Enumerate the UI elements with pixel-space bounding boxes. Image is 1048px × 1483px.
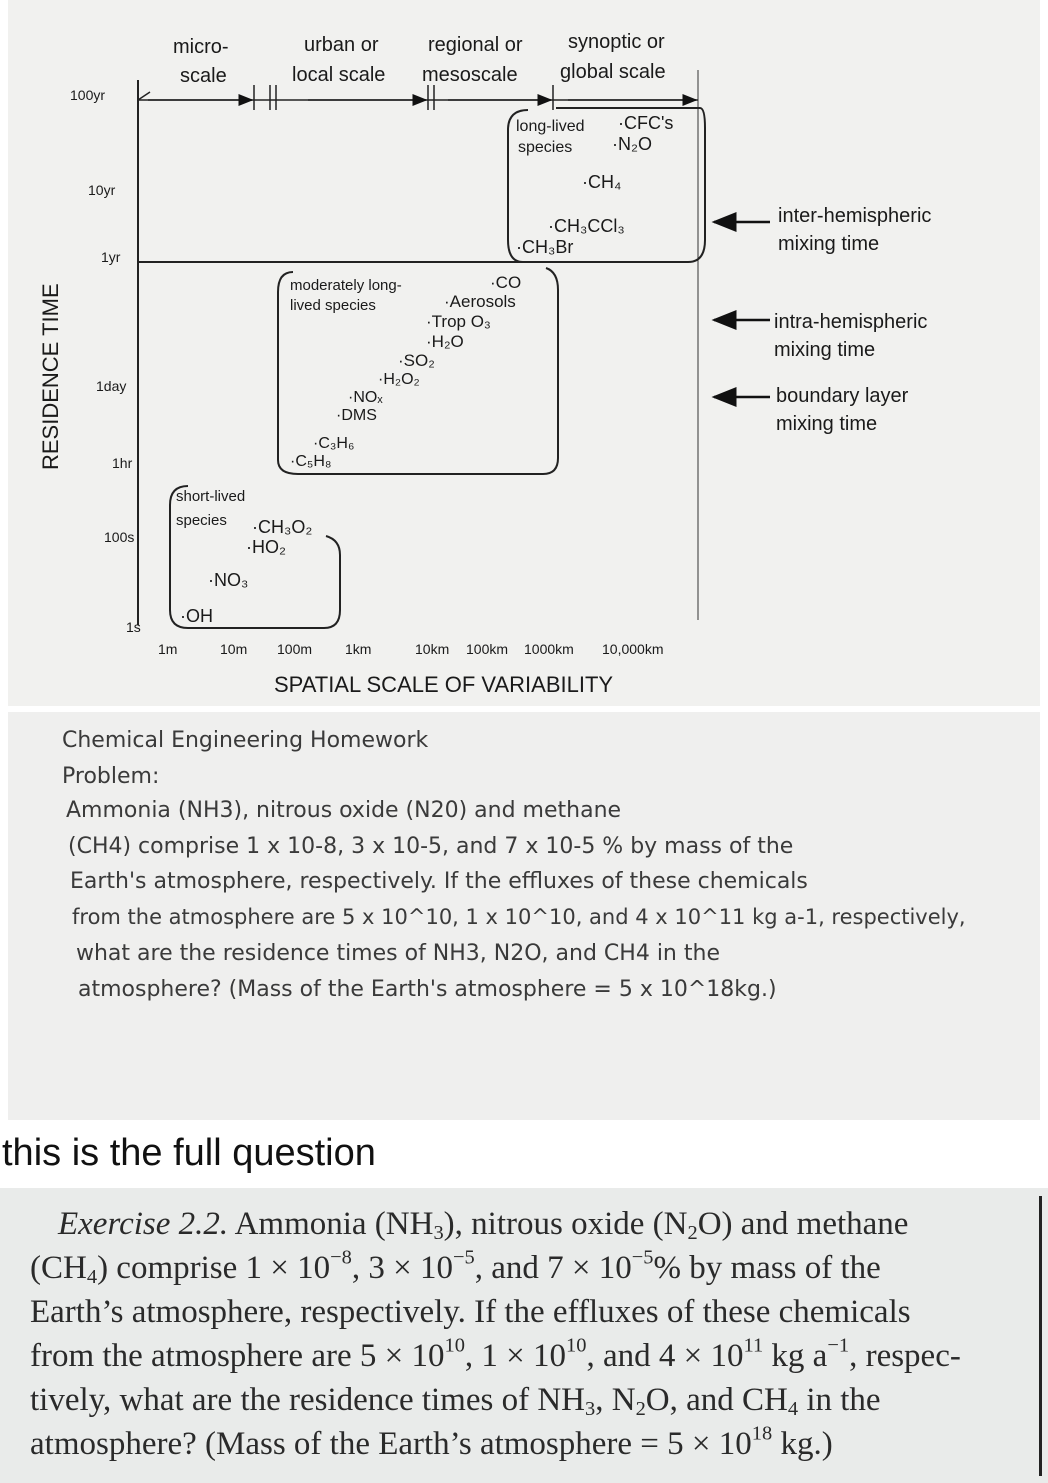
species-ho2: ·HO₂ (246, 537, 286, 557)
species-ch3br: ·CH₃Br (516, 237, 574, 257)
inter-hemispheric-label-1: inter-hemispheric (778, 205, 932, 227)
intra-hemispheric-label-2: mixing time (774, 339, 876, 361)
intra-hemispheric-label-1: intra-hemispheric (774, 311, 928, 333)
space-tick-1000km: 1000km (524, 641, 574, 657)
homework-line: atmosphere? (Mass of the Earth's atmosphere = 5 x 10^18kg.) (78, 977, 777, 1002)
species-c5h8: ·C₅H₈ (290, 453, 332, 470)
space-tick-100m: 100m (277, 641, 313, 657)
diagram-panel (8, 0, 1040, 706)
time-tick-1yr: 1yr (101, 249, 121, 265)
exercise-line-4: from the atmosphere are $5 \times 10^{10}$, $1 \times 10^{10}$, and $4 \times 10^{11}$ kg $a^{-1}$, respec- (30, 1334, 961, 1374)
species-co: ·CO (490, 273, 522, 292)
scale-synoptic-1: synoptic or (568, 31, 665, 53)
scale-regional-1: regional or (428, 34, 523, 56)
timescale-diagram (8, 0, 1040, 706)
scale-urban-2: local scale (292, 64, 386, 86)
exercise-line-2: $(CH_4)$ comprise $1 \times 10^{-8}$, $3 \times 10^{-5}$, and $7 \times 10^{-5}\%$ by mass of the (30, 1246, 881, 1289)
homework-title: Chemical Engineering Homework (62, 728, 429, 753)
space-tick-100km: 100km (466, 641, 509, 657)
species-n2o: ·N₂O (612, 134, 652, 154)
species-ch4: ·CH₄ (582, 172, 622, 192)
species-aerosols: ·Aerosols (444, 292, 516, 311)
page-edge-divider (1039, 1196, 1042, 1476)
species-c3h6: ·C₃H₆ (313, 435, 355, 452)
long-lived-title-2: species (518, 139, 573, 156)
species-trop-o3: ·Trop O₃ (426, 312, 491, 331)
species-dms: ·DMS (336, 407, 377, 424)
y-axis-label: RESIDENCE TIME (38, 283, 63, 470)
exercise-line-5: tively, what are the residence times of $NH_3$, $N_2O$, and $CH_4$ in the (30, 1382, 881, 1421)
boundary-layer-label-2: mixing time (776, 413, 878, 435)
long-lived-title-1: long-lived (516, 118, 585, 135)
species-no3: ·NO₃ (208, 570, 249, 590)
homework-problem-panel (8, 712, 1040, 1120)
time-tick-1day: 1day (96, 378, 127, 394)
homework-line: what are the residence times of NH3, N2O, and CH4 in the (76, 941, 720, 966)
time-tick-1s: 1s (126, 619, 141, 635)
space-tick-10m: 10m (220, 641, 248, 657)
species-ch3o2: ·CH₃O₂ (252, 517, 313, 537)
scale-regional-2: mesoscale (422, 64, 518, 86)
homework-line: from the atmosphere are 5 x 10^10, 1 x 10^10, and 4 x 10^11 kg a-1, respectively, (72, 905, 966, 929)
inter-hemispheric-label-2: mixing time (778, 233, 880, 255)
species-h2o: ·H₂O (426, 332, 464, 351)
moderate-title-2: lived species (290, 297, 376, 314)
x-axis-label: SPATIAL SCALE OF VARIABILITY (274, 672, 614, 697)
species-oh: ·OH (180, 606, 213, 626)
homework-problem-label: Problem: (62, 764, 160, 789)
species-so2: ·SO₂ (398, 351, 435, 370)
textbook-exercise-panel (0, 1188, 1048, 1483)
time-tick-100yr: 100yr (70, 87, 106, 103)
exercise-line-3: Earth’s atmosphere, respectively. If the effluxes of these chemicals (30, 1294, 911, 1330)
homework-line: Earth's atmosphere, respectively. If the effluxes of these chemicals (70, 869, 808, 894)
time-tick-10yr: 10yr (88, 182, 116, 198)
time-tick-100s: 100s (104, 529, 135, 545)
scale-synoptic-2: global scale (560, 61, 666, 83)
caption-full-question: this is the full question (2, 1132, 376, 1174)
exercise-line-6: atmosphere? (Mass of the Earth’s atmosphere = $5 \times 10^{18}$ kg.) (30, 1422, 833, 1462)
species-ch3ccl3: ·CH₃CCl₃ (548, 216, 625, 236)
species-h2o2: ·H₂O₂ (378, 371, 420, 388)
space-tick-1km: 1km (345, 641, 372, 657)
short-lived-title-2: species (176, 512, 227, 529)
species-cfcs: ·CFC's (618, 113, 674, 133)
boundary-layer-label-1: boundary layer (776, 385, 909, 407)
exercise-line-1: Exercise 2.2. Ammonia $(NH_3)$, nitrous oxide $(N_2O)$ and methane (58, 1206, 909, 1245)
moderate-title-1: moderately long- (290, 277, 402, 294)
space-tick-10000km: 10,000km (602, 641, 664, 657)
time-tick-1hr: 1hr (112, 455, 133, 471)
space-tick-10km: 10km (415, 641, 450, 657)
scale-micro-1: micro- (173, 36, 229, 58)
homework-line: (CH4) comprise 1 x 10-8, 3 x 10-5, and 7 x 10-5 % by mass of the (68, 834, 794, 859)
short-lived-title-1: short-lived (176, 488, 246, 505)
homework-line: Ammonia (NH3), nitrous oxide (N20) and methane (66, 798, 622, 823)
scale-urban-1: urban or (304, 34, 379, 56)
space-tick-1m: 1m (158, 641, 178, 657)
exercise-label: Exercise 2.2. (58, 1206, 229, 1242)
species-nox: ·NOₓ (348, 389, 383, 406)
scale-micro-2: scale (180, 65, 227, 87)
